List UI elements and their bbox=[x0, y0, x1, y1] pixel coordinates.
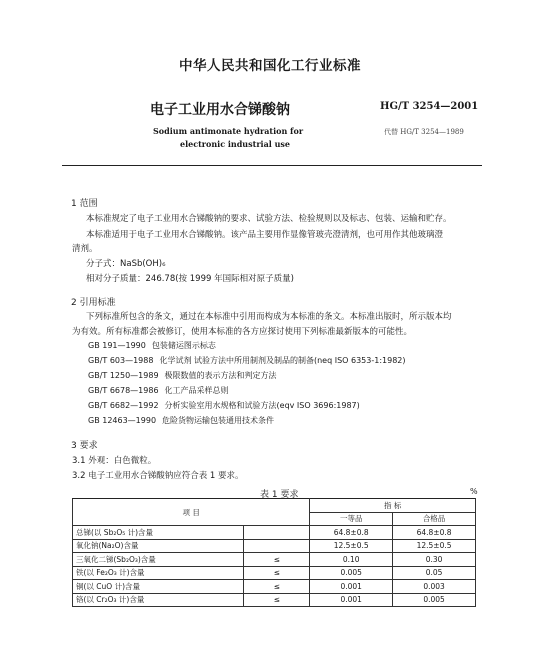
section-3-heading: 3 要求 bbox=[71, 441, 98, 451]
row-qualified: 0.003 bbox=[393, 580, 476, 594]
table-row bbox=[73, 580, 476, 594]
row-item: 三氧化二锑(Sb₂O₃)含量 bbox=[73, 553, 244, 567]
header-item: 项 目 bbox=[73, 499, 310, 526]
standard-number: HG/T 3254—2001 bbox=[380, 101, 479, 112]
reference-item bbox=[88, 385, 229, 396]
table-row bbox=[73, 593, 476, 607]
clause-3-2: 3.2 电子工业用水合锑酸钠应符合表 1 要求。 bbox=[72, 471, 244, 481]
table-caption: 表 1 要求 bbox=[260, 490, 299, 500]
section-1-heading: 1 范围 bbox=[71, 199, 98, 209]
table-unit: % bbox=[470, 487, 478, 496]
reference-title: 分析实验室用水规格和试验方法(eqv ISO 3696:1987) bbox=[164, 401, 360, 410]
row-symbol: ≤ bbox=[244, 580, 310, 594]
row-symbol: ≤ bbox=[244, 593, 310, 607]
reference-title: 化学试剂 试验方法中所用制剂及制品的制备(neq ISO 6353-1:1982) bbox=[159, 356, 406, 365]
requirements-table bbox=[72, 498, 476, 607]
row-symbol: ≤ bbox=[244, 566, 310, 580]
document-title: 电子工业用水合锑酸钠 bbox=[150, 102, 290, 118]
reference-title: 危险货物运输包装通用技术条件 bbox=[162, 416, 275, 425]
section-2-heading: 2 引用标准 bbox=[71, 298, 116, 308]
row-item: 铬(以 Cr₂O₃ 计)含量 bbox=[73, 593, 244, 607]
section-2-paragraph-1-cont: 为有效。所有标准都会被修订，使用本标准的各方应探讨使用下列标准最新版本的可能性。 bbox=[72, 327, 413, 337]
reference-title: 极限数值的表示方法和判定方法 bbox=[164, 371, 277, 380]
row-symbol: ≤ bbox=[244, 553, 310, 567]
reference-code: GB/T 6682—1992 bbox=[88, 401, 159, 410]
molecular-formula: 分子式：NaSb(OH)₆ bbox=[86, 259, 166, 269]
row-symbol bbox=[244, 526, 310, 540]
table-row bbox=[73, 526, 476, 540]
reference-code: GB 12463—1990 bbox=[88, 416, 157, 425]
reference-title: 化工产品采样总则 bbox=[164, 386, 229, 395]
english-title-line-1: Sodium antimonate hydration for bbox=[153, 126, 304, 136]
header-first-grade: 一等品 bbox=[310, 512, 393, 526]
row-item: 总锑(以 Sb₂O₅ 计)含量 bbox=[73, 526, 244, 540]
row-first-grade: 64.8±0.8 bbox=[310, 526, 393, 540]
reference-title: 包装储运图示标志 bbox=[151, 341, 216, 350]
header-qualified: 合格品 bbox=[393, 512, 476, 526]
standard-header: 中华人民共和国化工行业标准 bbox=[179, 58, 361, 74]
header-divider bbox=[62, 165, 482, 166]
row-first-grade: 0.005 bbox=[310, 566, 393, 580]
english-title-line-2: electronic industrial use bbox=[180, 139, 290, 149]
row-item: 铁(以 Fe₂O₃ 计)含量 bbox=[73, 566, 244, 580]
section-1-paragraph-2: 本标准适用于电子工业用水合锑酸钠。该产品主要用作显像管玻壳澄清剂，也可用作其他玻璃澄 bbox=[86, 230, 444, 240]
row-item: 氧化钠(Na₂O)含量 bbox=[73, 539, 244, 553]
reference-item bbox=[88, 400, 360, 411]
replaces-note: 代替 HG/T 3254—1989 bbox=[384, 128, 464, 136]
table-row bbox=[73, 553, 476, 567]
row-first-grade: 0.001 bbox=[310, 580, 393, 594]
reference-item bbox=[88, 370, 277, 381]
reference-item bbox=[88, 340, 216, 351]
reference-code: GB/T 1250—1989 bbox=[88, 371, 159, 380]
reference-item bbox=[88, 415, 274, 426]
row-first-grade: 0.10 bbox=[310, 553, 393, 567]
section-1-paragraph-2-cont: 清剂。 bbox=[72, 244, 98, 254]
molecular-mass: 相对分子质量：246.78(按 1999 年国际相对原子质量) bbox=[86, 274, 294, 284]
reference-item bbox=[88, 355, 406, 366]
row-symbol bbox=[244, 539, 310, 553]
reference-code: GB/T 603—1988 bbox=[88, 356, 154, 365]
reference-code: GB/T 6678—1986 bbox=[88, 386, 159, 395]
row-first-grade: 0.001 bbox=[310, 593, 393, 607]
section-2-paragraph-1: 下列标准所包含的条文，通过在本标准中引用而构成为本标准的条文。本标准出版时，所示版本均 bbox=[86, 312, 452, 322]
reference-code: GB 191—1990 bbox=[88, 341, 146, 350]
row-qualified: 12.5±0.5 bbox=[393, 539, 476, 553]
row-item: 铜(以 CuO 计)含量 bbox=[73, 580, 244, 594]
header-index: 指 标 bbox=[310, 499, 476, 513]
table-row bbox=[73, 566, 476, 580]
row-qualified: 0.30 bbox=[393, 553, 476, 567]
section-1-paragraph-1: 本标准规定了电子工业用水合锑酸钠的要求、试验方法、检验规则以及标志、包装、运输和贮存。 bbox=[86, 214, 452, 224]
row-qualified: 0.05 bbox=[393, 566, 476, 580]
row-qualified: 0.005 bbox=[393, 593, 476, 607]
row-qualified: 64.8±0.8 bbox=[393, 526, 476, 540]
clause-3-1: 3.1 外观：白色微粒。 bbox=[72, 456, 157, 466]
row-first-grade: 12.5±0.5 bbox=[310, 539, 393, 553]
table-row bbox=[73, 539, 476, 553]
